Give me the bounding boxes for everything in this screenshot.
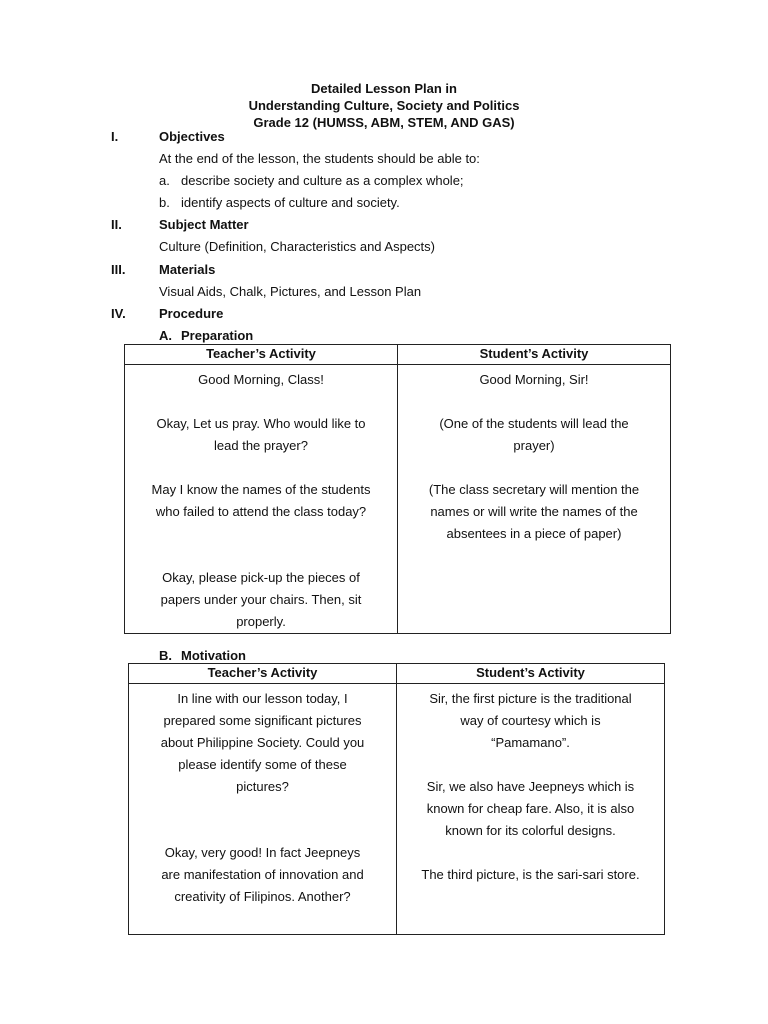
teacher-line: Okay, Let us pray. Who would like to: [156, 416, 366, 431]
table-header-row: [125, 345, 671, 365]
table-header-row: [129, 664, 665, 684]
teacher-line: pictures?: [236, 779, 289, 794]
motivation-table: [128, 663, 665, 935]
section-number: II.: [111, 217, 122, 232]
materials-text: Visual Aids, Chalk, Pictures, and Lesson Plan: [159, 284, 422, 299]
subsection-marker: A.: [159, 328, 172, 343]
column-header-student: Student’s Activity: [398, 345, 671, 365]
section-procedure-heading: [111, 306, 223, 321]
objective-marker: a.: [159, 173, 170, 188]
teacher-line: lead the prayer?: [214, 438, 308, 453]
subsection-title: Motivation: [181, 648, 246, 663]
subsection-motivation-heading: [159, 648, 246, 663]
section-subject-matter-heading: [111, 217, 249, 232]
student-activity-cell: [397, 684, 665, 935]
objective-text: describe society and culture as a complex whole;: [181, 173, 464, 188]
objective-text: identify aspects of culture and society.: [181, 195, 400, 210]
student-line: way of courtesy which is: [460, 713, 601, 728]
student-activity-cell: [398, 365, 671, 634]
teacher-line: properly.: [236, 614, 286, 629]
objective-item: [159, 173, 464, 188]
subject-matter-text: Culture (Definition, Characteristics and Aspects): [159, 239, 436, 254]
student-line: known for its colorful designs.: [445, 823, 616, 838]
teacher-line: are manifestation of innovation and: [161, 867, 364, 882]
student-line: known for cheap fare. Also, it is also: [426, 801, 635, 816]
section-title: Procedure: [159, 306, 224, 321]
column-header-teacher: Teacher’s Activity: [125, 345, 398, 365]
objectives-intro: At the end of the lesson, the students should be able to:: [159, 151, 480, 166]
student-line: Good Morning, Sir!: [479, 372, 589, 387]
subsection-marker: B.: [159, 648, 172, 663]
section-number: IV.: [111, 306, 126, 321]
subsection-title: Preparation: [181, 328, 254, 343]
teacher-line: about Philippine Society. Could you: [160, 735, 365, 750]
teacher-line: May I know the names of the students: [151, 482, 371, 497]
column-header-teacher: Teacher’s Activity: [129, 664, 397, 684]
subsection-preparation-heading: [159, 328, 253, 343]
section-materials-heading: [111, 262, 215, 277]
table-row: [125, 365, 671, 634]
teacher-line: Good Morning, Class!: [198, 372, 324, 387]
student-line: (The class secretary will mention the: [428, 482, 640, 497]
objective-marker: b.: [159, 195, 170, 210]
student-line: absentees in a piece of paper): [446, 526, 622, 541]
preparation-table: [124, 344, 671, 634]
section-objectives-heading: [111, 129, 225, 144]
header-line-2: Understanding Culture, Society and Politics: [248, 98, 520, 113]
column-header-student: Student’s Activity: [397, 664, 665, 684]
header-line-3: Grade 12 (HUMSS, ABM, STEM, AND GAS): [253, 115, 515, 130]
teacher-line: creativity of Filipinos. Another?: [174, 889, 351, 904]
student-line: Sir, the first picture is the traditional: [429, 691, 632, 706]
student-line: “Pamamano”.: [491, 735, 570, 750]
section-title: Objectives: [159, 129, 225, 144]
student-line: (One of the students will lead the: [439, 416, 629, 431]
section-title: Materials: [159, 262, 216, 277]
teacher-line: Okay, please pick-up the pieces of: [162, 570, 360, 585]
teacher-line: prepared some significant pictures: [163, 713, 362, 728]
section-title: Subject Matter: [159, 217, 249, 232]
student-line: prayer): [513, 438, 555, 453]
student-line: The third picture, is the sari-sari store.: [421, 867, 640, 882]
teacher-line: who failed to attend the class today?: [155, 504, 367, 519]
teacher-line: Okay, very good! In fact Jeepneys: [164, 845, 361, 860]
teacher-activity-cell: [125, 365, 398, 634]
teacher-line: In line with our lesson today, I: [177, 691, 348, 706]
section-number: III.: [111, 262, 126, 277]
student-line: names or will write the names of the: [430, 504, 638, 519]
section-number: I.: [111, 129, 119, 144]
header-line-1: Detailed Lesson Plan in: [311, 81, 457, 96]
teacher-line: papers under your chairs. Then, sit: [160, 592, 362, 607]
table-row: [129, 684, 665, 935]
teacher-line: please identify some of these: [178, 757, 347, 772]
student-line: Sir, we also have Jeepneys which is: [426, 779, 635, 794]
objective-item: [159, 195, 400, 210]
teacher-activity-cell: [129, 684, 397, 935]
document-header: [0, 80, 768, 131]
